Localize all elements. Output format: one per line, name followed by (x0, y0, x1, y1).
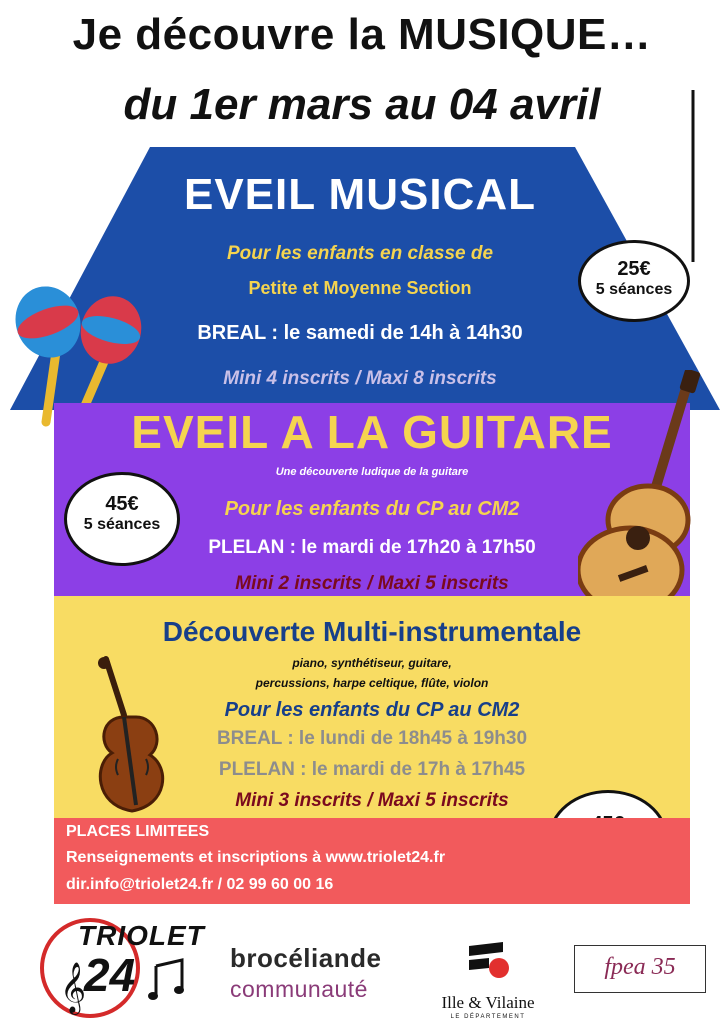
eveil-musical-capacity: Mini 4 inscrits / Maxi 8 inscrits (223, 368, 497, 389)
fpea35-text: fpea 35 (604, 954, 676, 980)
broceliande-logo (230, 943, 381, 1003)
multi-instrumentale-audience: Pour les enfants du CP au CM2 (224, 699, 520, 721)
eveil-musical-schedule: BREAL : le samedi de 14h à 14h30 (197, 322, 523, 344)
violin-icon (84, 655, 174, 820)
eveil-musical-audience-2: Petite et Moyenne Section (248, 278, 472, 298)
price-tag-eveil-guitare (64, 472, 180, 566)
fpea35-logo (574, 945, 706, 993)
multi-instrumentale-instruments-2: percussions, harpe celtique, flûte, violon (255, 676, 489, 690)
eveil-guitare-title: EVEIL A LA GUITARE (131, 406, 613, 458)
ille-vilaine-logo (426, 938, 550, 1020)
multi-instrumentale-title: Découverte Multi-instrumentale (162, 616, 582, 647)
triolet-name: TRIOLET (78, 920, 205, 951)
poster-dates: du 1er mars au 04 avril (123, 80, 601, 129)
poster-title: Je découvre la MUSIQUE… (72, 10, 652, 59)
music-notes-icon (148, 958, 188, 1002)
info-places-limitees: PLACES LIMITEES (66, 823, 210, 840)
broceliande-name: brocéliande (230, 943, 382, 973)
eveil-musical-title: EVEIL MUSICAL (183, 170, 536, 219)
eveil-guitare-schedule: PLELAN : le mardi de 17h20 à 17h50 (208, 537, 536, 558)
eveil-guitare-tagline: Une découverte ludique de la guitare (275, 466, 469, 478)
ille-vilaine-emblem (463, 938, 513, 984)
price-tag-eveil-musical (578, 240, 690, 322)
price-amount: 25€ (617, 258, 651, 280)
info-email-phone[interactable]: dir.info@triolet24.fr / 02 99 60 00 16 (66, 876, 334, 893)
eveil-musical-audience-1: Pour les enfants en classe de (226, 243, 494, 264)
price-amount: 45€ (105, 493, 139, 515)
eveil-guitare-audience: Pour les enfants du CP au CM2 (224, 498, 520, 520)
info-contact-link[interactable]: Renseignements et inscriptions à www.triolet24.fr (66, 849, 446, 866)
multi-instrumentale-instruments-1: piano, synthétiseur, guitare, (292, 656, 452, 670)
ille-vilaine-departement: LE DÉPARTEMENT (450, 1014, 526, 1020)
triolet-number: 24 (84, 949, 136, 1001)
price-sessions: 5 séances (83, 516, 161, 533)
multi-instrumentale-schedule-plelan: PLELAN : le mardi de 17h à 17h45 (218, 759, 526, 780)
multi-instrumentale-schedule-breal: BREAL : le lundi de 18h45 à 19h30 (216, 728, 528, 749)
ille-vilaine-name: Ille & Vilaine (441, 993, 535, 1012)
price-sessions: 5 séances (595, 281, 673, 298)
triolet24-logo (32, 910, 205, 1024)
acoustic-guitar-icon (578, 370, 708, 615)
multi-instrumentale-capacity: Mini 3 inscrits / Maxi 5 inscrits (235, 790, 509, 811)
broceliande-communaute: communauté (230, 976, 368, 1002)
svg-text:𝄞: 𝄞 (60, 962, 87, 1013)
eveil-guitare-capacity: Mini 2 inscrits / Maxi 5 inscrits (235, 573, 509, 594)
